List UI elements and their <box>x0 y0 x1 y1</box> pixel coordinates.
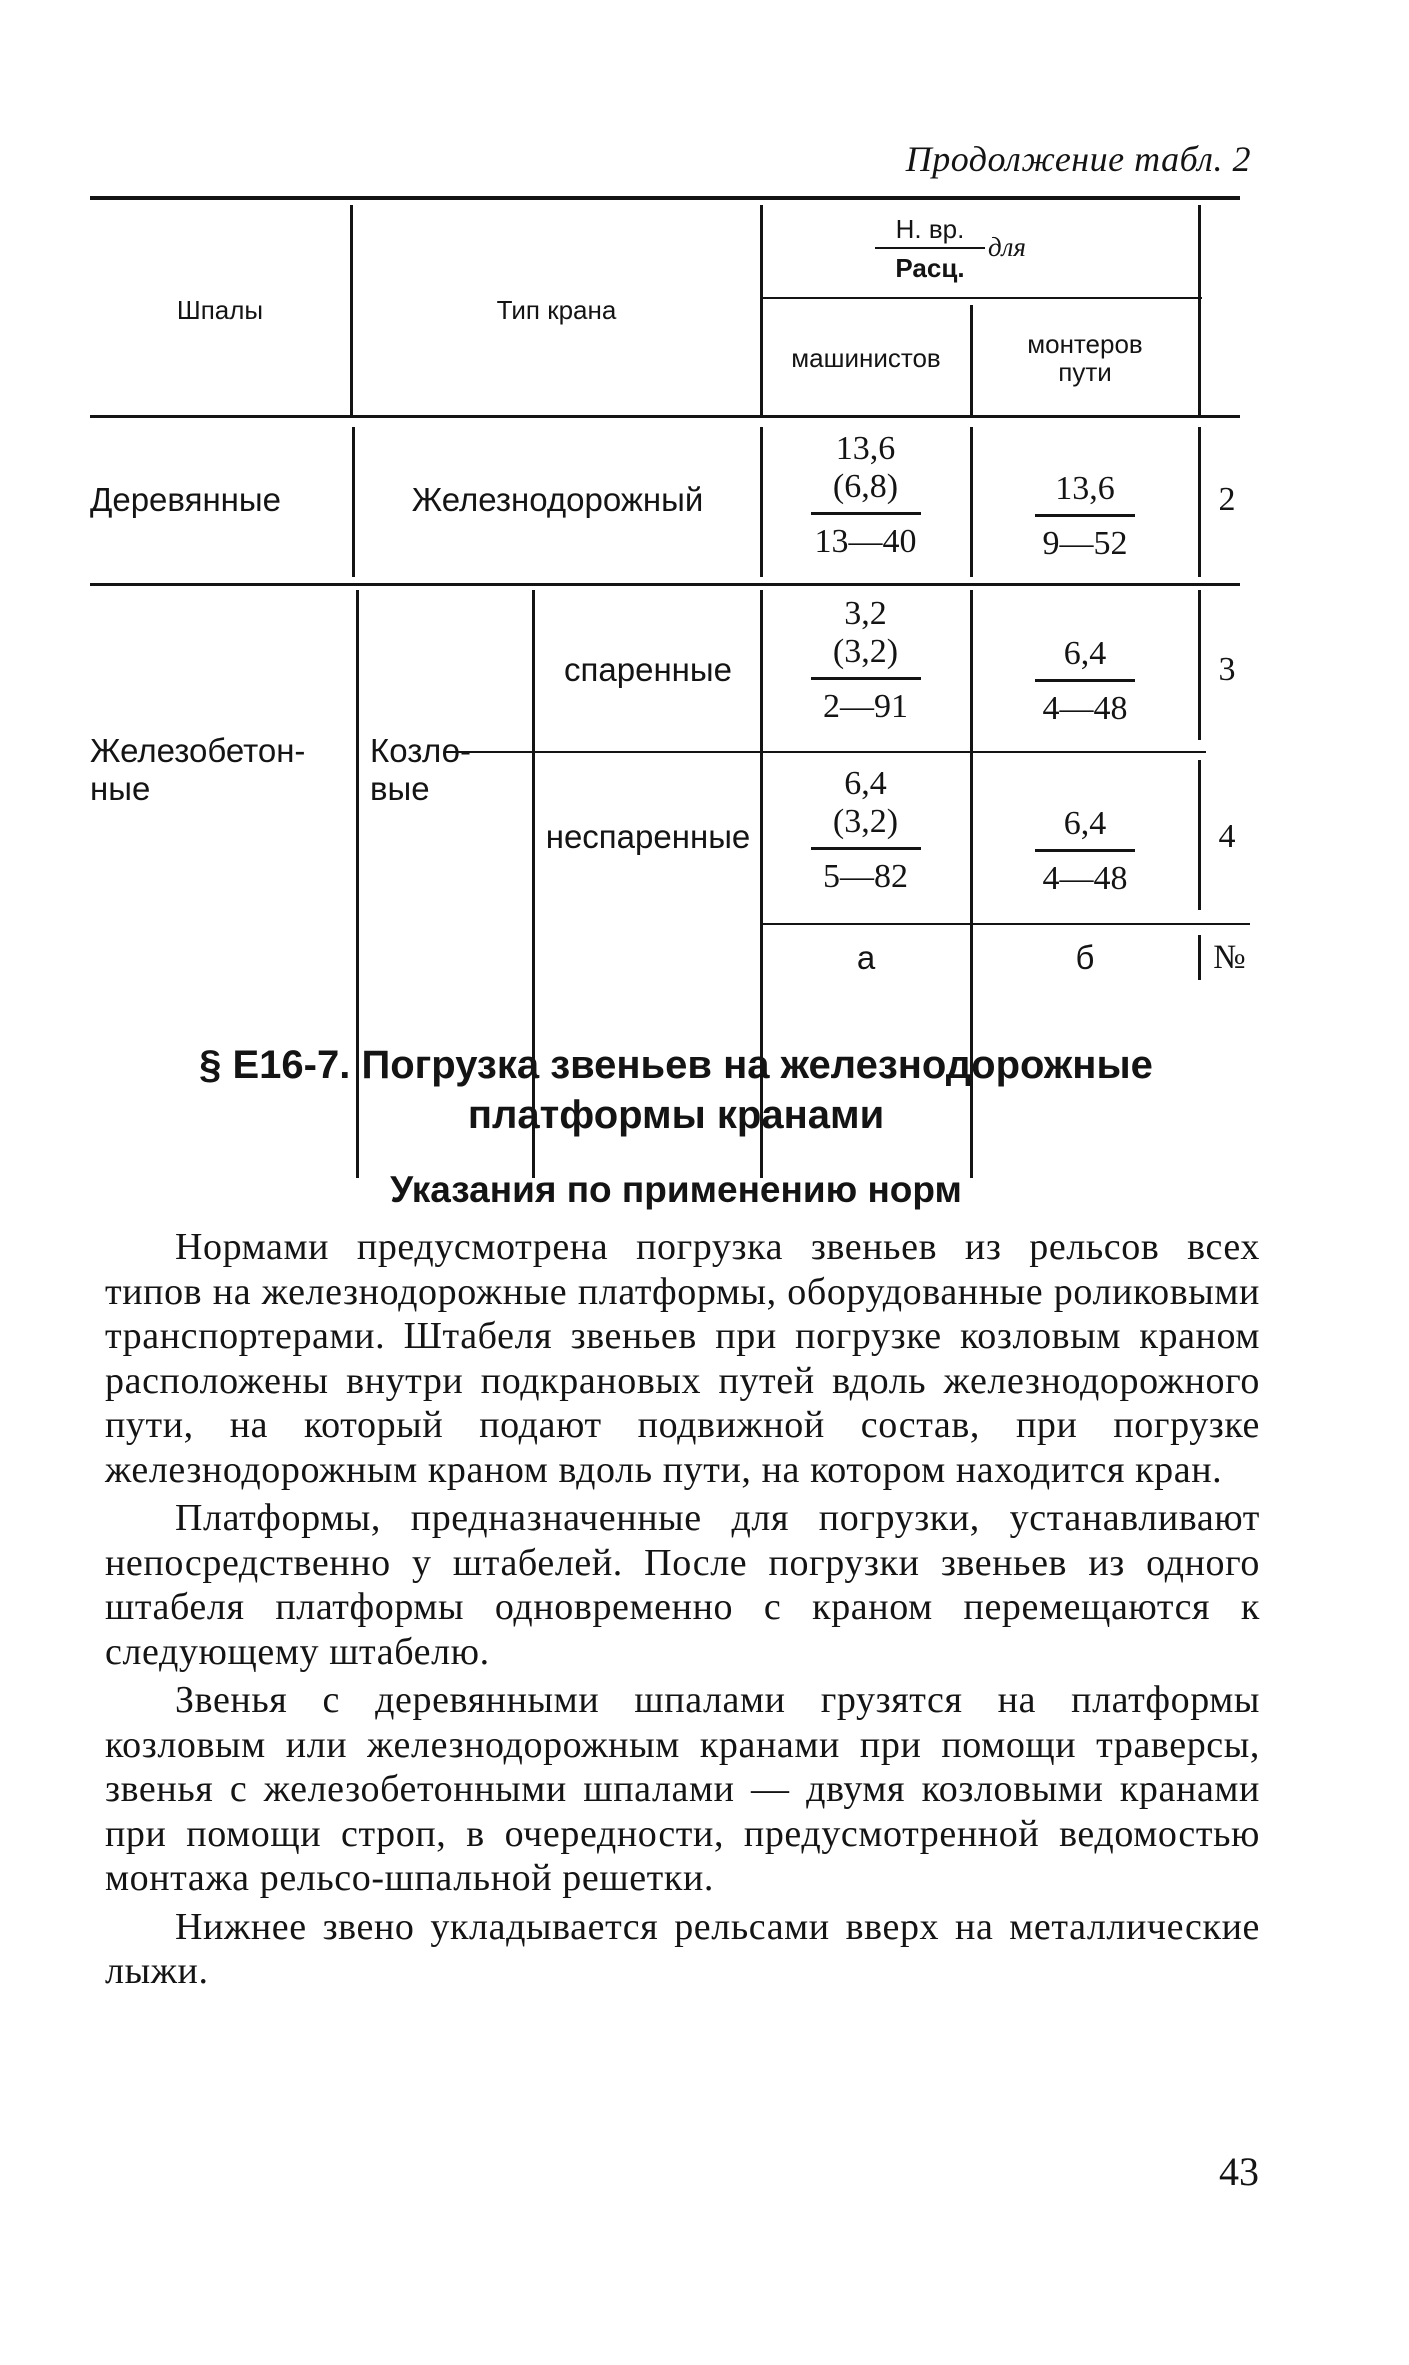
row1-fitters-rate: 9—52 <box>1042 525 1128 562</box>
table-top-rule <box>90 196 1240 200</box>
row1-machinists-time-alt: (6,8) <box>832 468 899 505</box>
section-title-line1: § Е16-7. Погрузка звеньев на железнодорожные <box>199 1043 1153 1087</box>
row2-fitters-value <box>980 635 1190 728</box>
row3-machinists-rate: 5—82 <box>823 858 908 895</box>
row3-fitters-time: 6,4 <box>1063 805 1107 842</box>
row3-machinists-time: 6,4 <box>844 765 887 802</box>
section-subtitle: Указания по применению норм <box>390 1169 962 1210</box>
footer-col-a: а <box>856 938 876 976</box>
header-bottom-rule <box>90 415 1240 418</box>
page-number: 43 <box>1219 2149 1259 2194</box>
header-fitters: монтеров пути <box>1027 329 1143 387</box>
col-divider <box>1198 427 1201 577</box>
row1-fitters-value <box>980 470 1190 563</box>
row2-fitters-time: 6,4 <box>1063 635 1107 672</box>
row1-crane: Железнодорожный <box>411 481 704 518</box>
footer-top-rule <box>760 923 1250 925</box>
row2-machinists-value <box>773 595 958 726</box>
row3-subtype: неспаренные <box>545 818 751 855</box>
row1-machinists-rate: 13—40 <box>814 523 917 560</box>
body-text <box>105 1225 1260 1998</box>
row1-bottom-rule <box>90 583 1240 586</box>
fraction-bar <box>811 847 921 850</box>
row3-number: 4 <box>1218 818 1236 855</box>
header-norm-rate: Расц. <box>895 253 965 283</box>
row3-machinists-value <box>773 765 958 896</box>
row2-bottom-rule <box>446 751 1206 753</box>
row3-fitters-rate: 4—48 <box>1042 860 1128 897</box>
header-sub-rule <box>760 297 1202 299</box>
header-crane-type: Тип крана <box>496 295 617 325</box>
row2-number: 3 <box>1218 651 1236 688</box>
col-divider <box>970 305 973 415</box>
row1-number: 2 <box>1218 481 1236 518</box>
row3-fitters-value <box>980 805 1190 898</box>
paragraph: Звенья с деревянными шпалами грузятся на платформы козловым или железнодорожным кранами при помощи траверсы, звенья с железобетонными шпалами — двумя козловыми кранами при помощи строп, в очередности, предусмотренной ведомостью монтажа рельсо-шпальной решетки. <box>105 1679 1260 1899</box>
row2-subtype: спаренные <box>564 651 732 688</box>
col-divider <box>970 427 973 577</box>
row1-machinists-time: 13,6 <box>835 430 896 467</box>
row1-machinists-value <box>773 430 958 561</box>
header-norm-for: для <box>988 232 1026 262</box>
fraction-bar <box>1035 849 1135 852</box>
row1-fitters-time: 13,6 <box>1055 470 1115 507</box>
header-machinists: машинистов <box>791 343 941 373</box>
col-divider <box>1198 590 1201 740</box>
footer-col-num: № <box>1213 938 1246 976</box>
col-divider <box>760 427 763 577</box>
fraction-bar <box>1035 514 1135 517</box>
col-divider <box>1198 760 1201 910</box>
row2-machinists-rate: 2—91 <box>823 688 908 725</box>
fraction-bar <box>1035 679 1135 682</box>
row2-fitters-rate: 4—48 <box>1042 690 1128 727</box>
header-norm-fraction-bar <box>875 247 985 249</box>
row2-crane: Козло-вые <box>370 732 471 807</box>
section-title-line2: платформы кранами <box>467 1093 885 1137</box>
paragraph: Нормами предусмотрена погрузка звеньев из рельсов всех типов на железнодорожные платформы, оборудованные роликовыми транспортерами. Штабеля звеньев при погрузке козловым краном расположены внутри подкрановых путей вдоль железнодорожного пути, на который подают подвижной состав, при погрузке железнодорожным краном вдоль пути, на котором находится кран. <box>105 1226 1260 1491</box>
row2-sleeper: Железобетон-ные <box>90 732 306 807</box>
paragraph: Нижнее звено укладывается рельсами вверх на металлические лыжи. <box>105 1905 1260 1992</box>
fraction-bar <box>811 512 921 515</box>
section-title <box>90 1040 1262 1140</box>
row2-machinists-time: 3,2 <box>844 595 887 632</box>
table-continuation-caption: Продолжение табл. 2 <box>905 139 1251 179</box>
row1-sleeper: Деревянные <box>90 481 281 518</box>
header-sleepers: Шпалы <box>176 295 264 325</box>
row2-machinists-time-alt: (3,2) <box>832 633 899 670</box>
row3-machinists-time-alt: (3,2) <box>832 803 899 840</box>
header-norm-group <box>760 206 1200 296</box>
norms-table <box>90 190 1262 990</box>
header-norm-time: Н. вр. <box>895 214 965 244</box>
fraction-bar <box>811 677 921 680</box>
col-divider <box>1198 935 1201 980</box>
paragraph: Платформы, предназначенные для погрузки, устанавливают непосредственно у штабелей. После погрузки звеньев из одного штабеля платформы одновременно с краном перемещаются к следующему штабелю. <box>105 1497 1260 1673</box>
footer-col-b: б <box>1075 938 1095 976</box>
